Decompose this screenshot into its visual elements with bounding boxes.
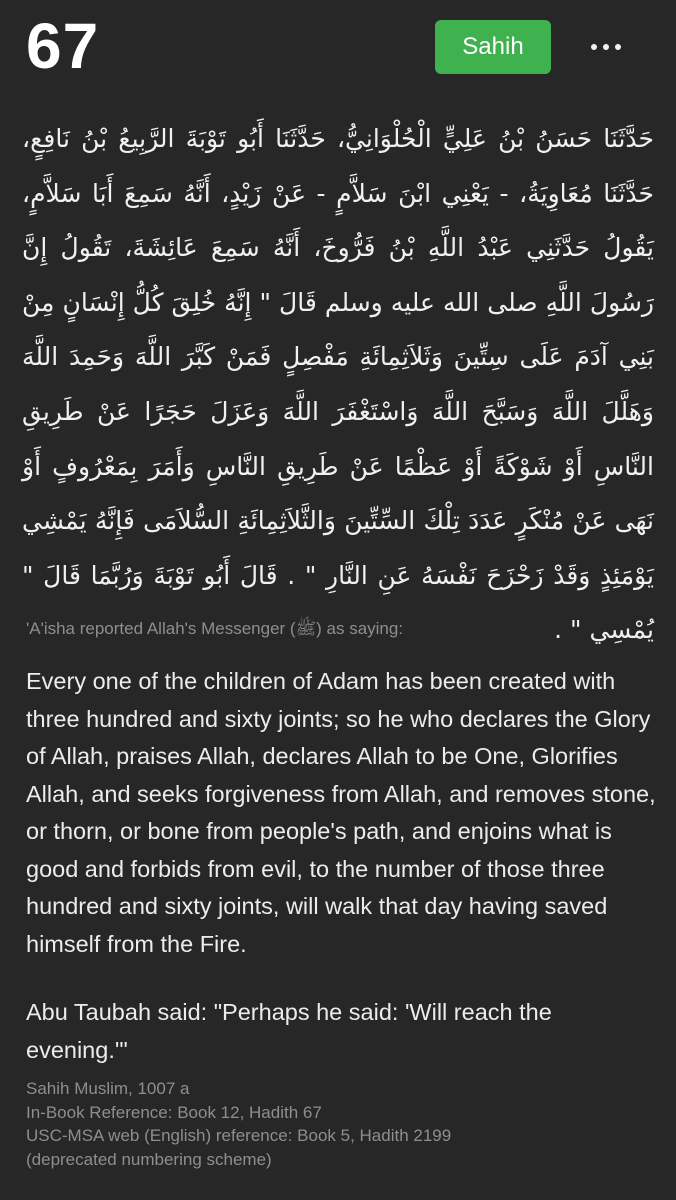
more-options-button[interactable] [574,24,638,70]
reference-usc-msa: USC-MSA web (English) reference: Book 5, Hadith 2199 [26,1126,452,1145]
translation-note: Abu Taubah said: "Perhaps he said: 'Will reach the evening.'" [26,999,552,1063]
more-horizontal-icon [588,44,624,50]
english-translation: Every one of the children of Adam has been created with three hundred and sixty joints; so he who declares the Glory of Allah, praises Allah, declares Allah to be One, Glorifies Allah, and seeks forgiveness from Allah, and removes stone, or thorn, or bone from people's path, and enjoins what is good and forbids from evil, to the number of those three hundred and sixty joints, will walk that day having saved himself from the Fire. [26,668,656,957]
reference-in-book: In-Book Reference: Book 12, Hadith 67 [26,1102,322,1122]
arabic-hadith-text: حَدَّثَنَا حَسَنُ بْنُ عَلِيٍّ الْحُلْوَانِيُّ، حَدَّثَنَا أَبُو تَوْبَةَ الرَّبِيعُ بْنُ نَافِعٍ، حَدَّثَنَا مُعَاوِيَةُ، - يَعْنِي ابْنَ سَلاَّمٍ - عَنْ زَيْدٍ، أَنَّهُ سَمِعَ أَبَا سَلاَّمٍ، يَقُولُ حَدَّثَنِي عَبْدُ اللَّهِ بْنُ فَرُّوخَ، أَنَّهُ سَمِعَ عَائِشَةَ، تَقُولُ إِنَّ رَسُولَ اللَّهِ صلى الله عليه وسلم قَالَ " إِنَّهُ خُلِقَ كُلُّ إِنْسَانٍ مِنْ بَنِي آدَمَ عَلَى سِتِّينَ وَثَلاَثِمِائَةِ مَفْصِلٍ فَمَنْ كَبَّرَ اللَّهَ وَحَمِدَ اللَّهَ وَهَلَّلَ اللَّهَ وَسَبَّحَ اللَّهَ وَاسْتَغْفَرَ اللَّهَ وَعَزَلَ حَجَرًا عَنْ طَرِيقِ النَّاسِ أَوْ شَوْكَةً أَوْ عَظْمًا عَنْ طَرِيقِ النَّاسِ وَأَمَرَ بِمَعْرُوفٍ أَوْ نَهَى عَنْ مُنْكَرٍ عَدَدَ تِلْكَ السِّتِّينَ وَالثَّلاَثِمِائَةِ السُّلاَمَى فَإِنَّهُ يَمْشِي يَوْمَئِذٍ وَقَدْ زَحْزَحَ نَفْسَهُ عَنِ النَّارِ " . قَالَ أَبُو تَوْبَةَ وَرُبَّمَا قَالَ " يُمْسِي " . [22,124,654,645]
narrator-line: 'A'isha reported Allah's Messenger (ﷺ) as saying: [26,619,404,638]
hadith-number: 67 [26,10,100,82]
grade-badge[interactable]: Sahih [435,20,551,74]
reference-block [26,1077,656,1171]
reference-usc-msa-note: (deprecated numbering scheme) [26,1149,272,1169]
reference-source: Sahih Muslim, 1007 a [26,1079,190,1098]
